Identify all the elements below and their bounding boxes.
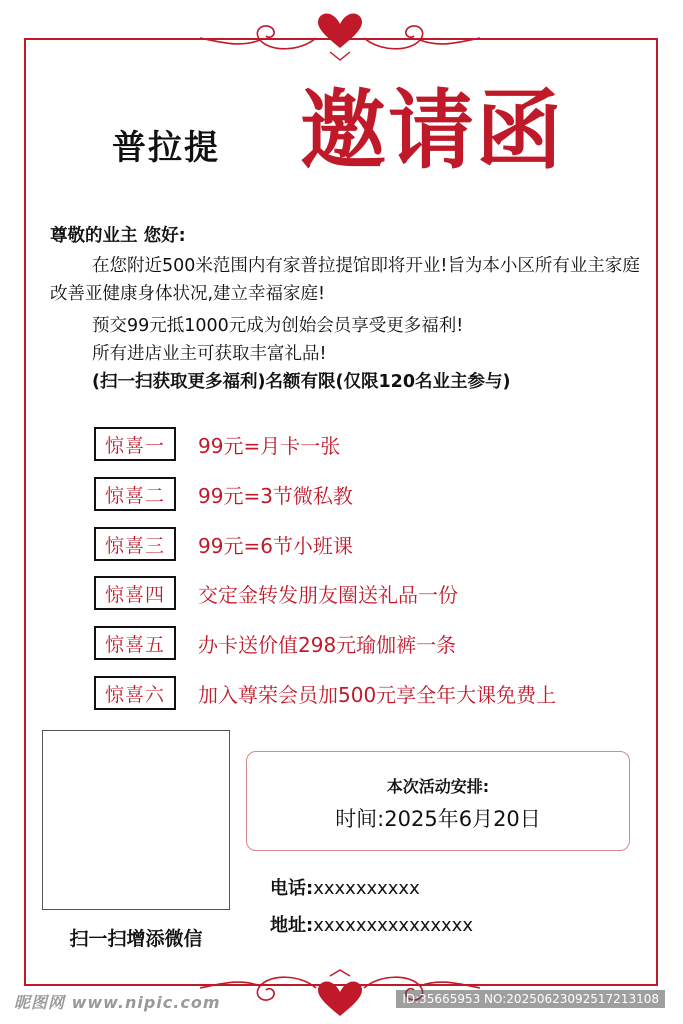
event-time: 时间:2025年6月20日 (335, 807, 541, 831)
intro-paragraph-3: 所有进店业主可获取丰富礼品! (92, 344, 327, 364)
address-value: xxxxxxxxxxxxxxx (313, 915, 473, 936)
surprise-tag: 惊喜四 (94, 576, 176, 610)
surprise-tag: 惊喜一 (94, 427, 176, 461)
surprise-item (94, 575, 458, 611)
surprise-tag: 惊喜六 (94, 676, 176, 710)
surprise-text: 99元=6节小班课 (198, 533, 353, 558)
page-title: 邀请函 (300, 81, 564, 181)
surprise-tag: 惊喜二 (94, 477, 176, 511)
watermark-id: ID:35665953 NO:20250623092517213108 (396, 990, 665, 1008)
event-schedule-box (246, 751, 630, 851)
watermark-site: 昵图网 www.nipic.com (14, 993, 221, 1012)
surprise-item (94, 426, 340, 462)
surprise-item (94, 476, 353, 512)
surprise-item (94, 526, 353, 562)
surprise-text: 99元=月卡一张 (198, 433, 341, 458)
intro-paragraph-4: (扫一扫获取更多福利)名额有限(仅限120名业主参与) (92, 372, 511, 392)
phone-label: 电话: (270, 878, 314, 899)
contact-address (270, 911, 473, 937)
phone-value: xxxxxxxxxx (313, 878, 420, 899)
top-heart-ornament-icon (190, 8, 490, 64)
surprise-item (94, 625, 456, 661)
surprise-tag: 惊喜五 (94, 626, 176, 660)
brand-name: 普拉提 (112, 128, 220, 168)
intro-paragraph-2: 预交99元抵1000元成为创始会员享受更多福利! (92, 316, 464, 336)
surprise-tag: 惊喜三 (94, 527, 176, 561)
intro-paragraph-1: 在您附近500米范围内有家普拉提馆即将开业!旨为本小区所有业主家庭改善亚健康身体状况,建立幸福家庭! (50, 256, 640, 304)
greeting: 尊敬的业主 您好: (50, 226, 186, 246)
contact-phone (270, 874, 420, 900)
address-label: 地址: (270, 915, 314, 936)
surprise-text: 交定金转发朋友圈送礼品一份 (198, 582, 458, 607)
event-heading: 本次活动安排: (386, 777, 490, 796)
qr-label: 扫一扫增添微信 (69, 928, 203, 950)
surprise-text: 99元=3节微私教 (198, 483, 353, 508)
qr-code-placeholder[interactable] (42, 730, 230, 910)
surprise-text: 办卡送价值298元瑜伽裤一条 (198, 632, 457, 657)
surprise-text: 加入尊荣会员加500元享全年大课免费上 (198, 682, 557, 707)
surprise-item (94, 675, 556, 711)
